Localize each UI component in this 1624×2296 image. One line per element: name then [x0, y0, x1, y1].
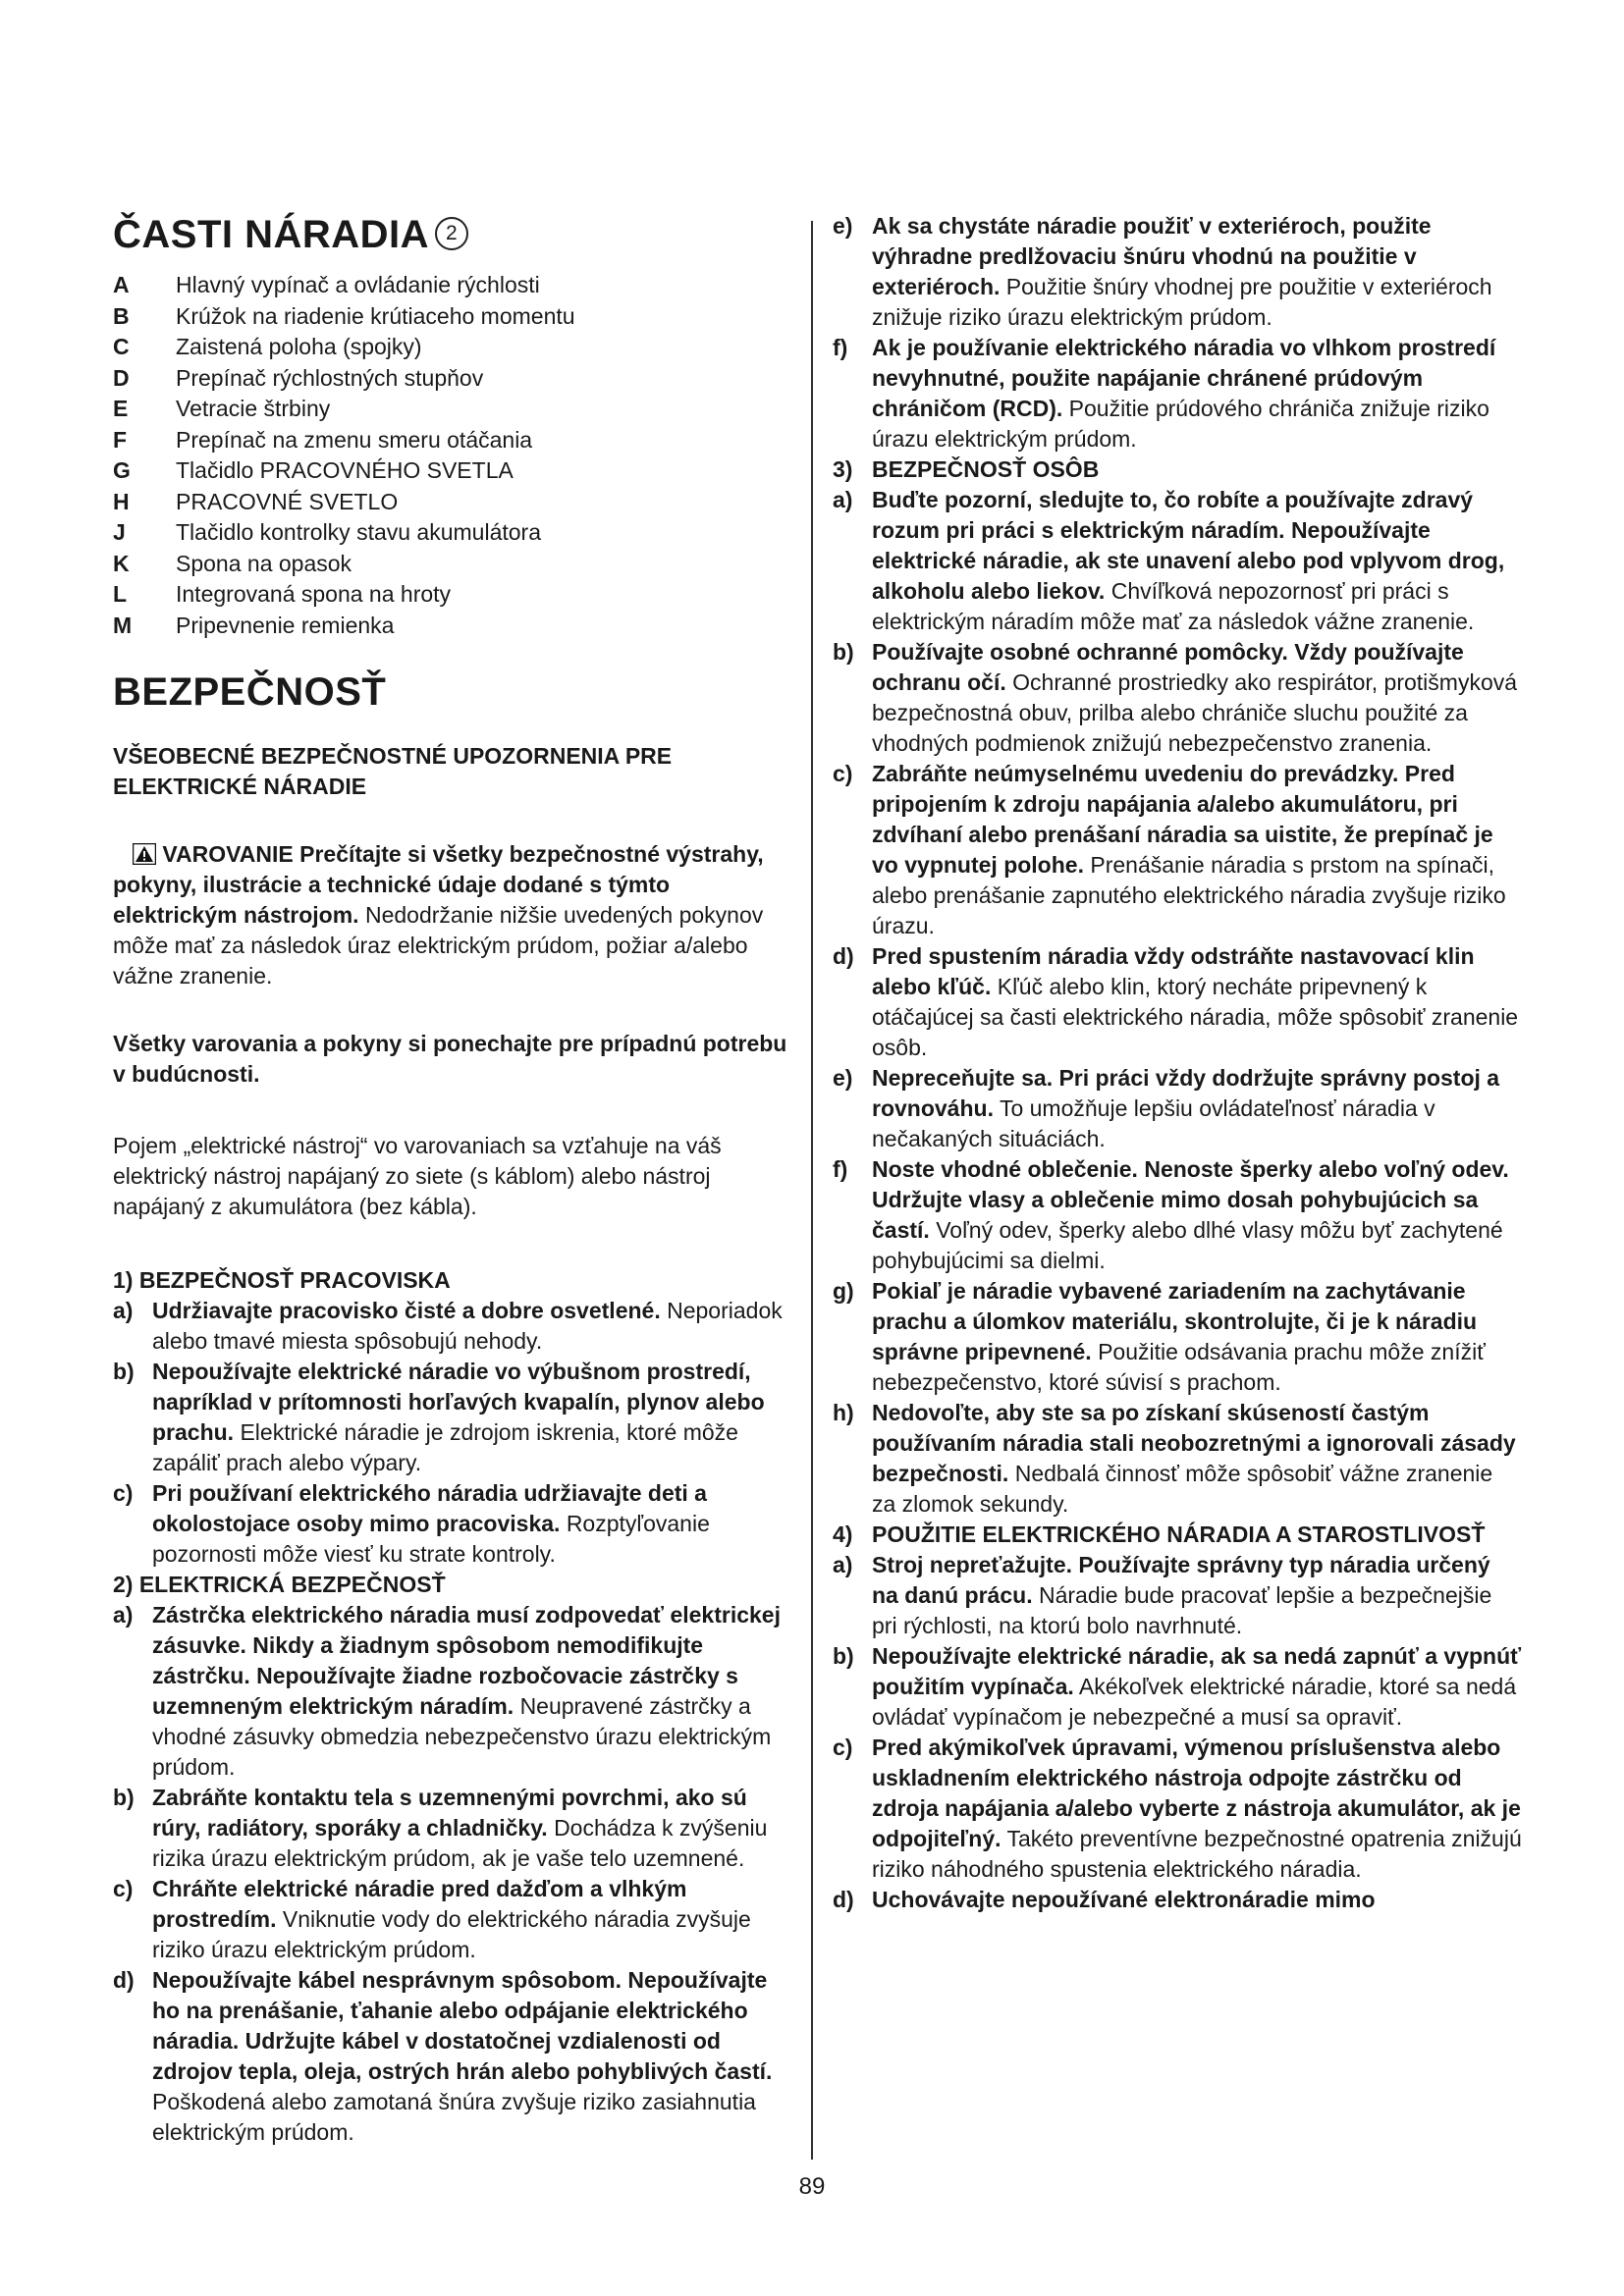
safety-item: [113, 1478, 790, 1570]
part-item: [113, 455, 790, 487]
part-key: K: [113, 550, 130, 576]
item-bold: Buďte pozorní, sledujte to, čo robíte a používajte zdravý rozum pri práci s elektrickým náradím. Nepoužívajte elektrické náradie, ak ste unavení alebo pod vplyvom drog, alkoholu alebo liekov.: [872, 487, 1505, 604]
part-label: Zaistená poloha (spojky): [176, 334, 422, 359]
item-label: d): [113, 1967, 135, 1993]
item-normal: Použitie šnúry vhodnej pre použitie v exteriéroch znižuje riziko úrazu elektrickým prúdom.: [872, 274, 1492, 330]
item-label: d): [833, 1887, 854, 1912]
item-text: [152, 1296, 790, 1357]
safety-item: [833, 211, 1522, 333]
item-normal: Ochranné prostriedky ako respirátor, protišmyková bezpečnostná obuv, prilba alebo chrániče sluchu použité za vhodných podmienok znižujú nebezpečenstvo zranenia.: [872, 669, 1518, 756]
item-bold: Nepoužívajte elektrické náradie vo výbušnom prostredí, napríklad v prítomnosti horľavých kvapalín, plynov alebo prachu.: [152, 1359, 765, 1445]
left-column: [113, 211, 790, 2148]
part-key: D: [113, 364, 130, 391]
part-key: G: [113, 457, 131, 483]
item-label: h): [833, 1400, 854, 1425]
item-normal: Dochádza k zvýšeniu rizika úrazu elektrickým prúdom, ak je vaše telo uzemnené.: [152, 1815, 768, 1871]
keep-notice: Všetky varovania a pokyny si ponechajte pre prípadnú potrebu v budúcnosti.: [113, 1031, 787, 1087]
item-label: b): [113, 1785, 135, 1810]
item-normal: Prenášanie náradia s prstom na spínači, alebo prenášanie zapnutého elektrického náradia zvyšuje riziko úrazu.: [872, 852, 1506, 938]
item-label: c): [113, 1480, 134, 1506]
item-label: d): [833, 943, 854, 969]
figure-ref-badge: 2: [435, 217, 468, 250]
item-bold: Udržiavajte pracovisko čisté a dobre osvetlené.: [152, 1298, 661, 1323]
item-label: e): [833, 1065, 853, 1091]
item-normal: To umožňuje lepšiu ovládateľnosť náradia v nečakaných situáciách.: [872, 1095, 1435, 1151]
item-normal: Voľný odev, šperky alebo dlhé vlasy môžu byť zachytené pohybujúcimi sa dielmi.: [872, 1217, 1503, 1273]
safety-item: [833, 759, 1522, 941]
item-normal: Kľúč alebo klin, ktorý necháte pripevnený k otáčajúcej sa časti elektrického náradia, môže spôsobiť zranenie osôb.: [872, 974, 1519, 1060]
part-key: C: [113, 334, 130, 359]
item-text: [872, 1550, 1522, 1641]
item-normal: Vniknutie vody do elektrického náradia zvyšuje riziko úrazu elektrickým prúdom.: [152, 1906, 751, 1962]
page-number: 89: [798, 2173, 826, 2200]
part-key: J: [113, 519, 126, 545]
item-bold: Chráňte elektrické náradie pred dažďom a vlhkým prostredím.: [152, 1876, 687, 1932]
item-bold: Ak je používanie elektrického náradia vo vlhkom prostredí nevyhnutné, použite napájanie chránené prúdovým chráničom (RCD).: [872, 335, 1496, 421]
item-bold: Zabráňte neúmyselnému uvedeniu do prevádzky. Pred pripojením k zdroju napájania a/alebo akumulátoru, pri zdvíhaní alebo prenášaní náradia sa uistite, že prepínač je vo vypnutej polohe.: [872, 761, 1493, 878]
item-normal: Neporiadok alebo tmavé miesta spôsobujú nehody.: [152, 1298, 783, 1354]
item-label: f): [833, 335, 848, 360]
item-normal: Rozptyľovanie pozornosti môže viesť ku strate kontroly.: [152, 1511, 710, 1567]
part-label: Pripevnenie remienka: [176, 612, 395, 638]
part-label: Vetracie štrbiny: [176, 396, 331, 421]
item-bold: Nepoužívajte elektrické náradie, ak sa nedá zapnúť a vypnúť použitím vypínača.: [872, 1643, 1522, 1699]
part-item: [113, 363, 790, 395]
item-bold: Používajte osobné ochranné pomôcky. Vždy používajte ochranu očí.: [872, 639, 1464, 695]
safety-item: [833, 1154, 1522, 1276]
safety-item: [833, 485, 1522, 637]
item-text: [872, 637, 1522, 759]
section1-title: 1) BEZPEČNOSŤ PRACOVISKA: [113, 1267, 451, 1293]
part-label: Prepínač rýchlostných stupňov: [176, 364, 484, 391]
item-label: a): [833, 1552, 853, 1577]
section4-title: 4) POUŽITIE ELEKTRICKÉHO NÁRADIA A STAROSTLIVOSŤ: [833, 1522, 1486, 1547]
item-normal: Použitie prúdového chrániča znižuje riziko úrazu elektrickým prúdom.: [872, 396, 1489, 452]
item-bold: Zástrčka elektrického náradia musí zodpovedať elektrickej zásuvke. Nikdy a žiadnym spôsobom nemodifikujte zástrčku. Nepoužívajte žiadne rozbočovacie zástrčky s uzemneným elektrickým náradím.: [152, 1602, 781, 1719]
parts-heading: ČASTI NÁRADIA 2: [113, 211, 790, 258]
item-bold: Stroj nepreťažujte. Používajte správny typ náradia určený na danú prácu.: [872, 1552, 1490, 1608]
item-text: [872, 1276, 1522, 1398]
part-label: Hlavný vypínač a ovládanie rýchlosti: [176, 272, 540, 297]
item-text: [152, 1600, 790, 1783]
part-label: Krúžok na riadenie krútiaceho momentu: [176, 302, 575, 329]
item-bold: Nedovoľte, aby ste sa po získaní skúseností častým používaním náradia stali neobozretnými a ignorovali zásady bezpečnosti.: [872, 1400, 1516, 1486]
right-column: [833, 211, 1522, 1915]
item-bold: Nepoužívajte kábel nesprávnym spôsobom. Nepoužívajte ho na prenášanie, ťahanie alebo odpájanie elektrického náradia. Udržujte kábel v dostatočnej vzdialenosti od zdrojov tepla, oleja, ostrých hrán alebo pohyblivých častí.: [152, 1967, 773, 2084]
safety-item: [833, 333, 1522, 454]
part-label: Tlačidlo PRACOVNÉHO SVETLA: [176, 457, 514, 483]
part-item: [113, 425, 790, 456]
item-label: c): [833, 1735, 853, 1760]
item-text: [152, 1357, 790, 1478]
item-label: b): [833, 1643, 854, 1669]
item-text: [872, 485, 1522, 637]
part-key: L: [113, 581, 128, 607]
safety-item: [833, 1063, 1522, 1154]
warning-paragraph: [113, 839, 790, 991]
part-key: A: [113, 272, 130, 297]
item-normal: Akékoľvek elektrické náradie, ktoré sa nedá ovládať vypínačom je nebezpečné a musí sa opraviť.: [872, 1674, 1517, 1730]
item-normal: Chvíľková nepozornosť pri práci s elektrickým náradím môže mať za následok vážne zranenie.: [872, 578, 1475, 634]
part-label: Tlačidlo kontrolky stavu akumulátora: [176, 519, 541, 545]
item-label: f): [833, 1156, 848, 1182]
part-item: [113, 487, 790, 518]
item-normal: Náradie bude pracovať lepšie a bezpečnejšie pri rýchlosti, na ktorú bolo navrhnuté.: [872, 1582, 1492, 1638]
part-key: B: [113, 302, 130, 329]
item-bold: Zabráňte kontaktu tela s uzemnenými povrchmi, ako sú rúry, radiátory, sporáky a chladničky.: [152, 1785, 747, 1841]
safety-item: [833, 1885, 1522, 1915]
item-bold: Pri používaní elektrického náradia udržiavajte deti a okolostojace osoby mimo pracoviska.: [152, 1480, 707, 1536]
item-bold: Uchovávajte nepoužívané elektronáradie mimo: [872, 1887, 1376, 1912]
item-bold: Pred spustením náradia vždy odstráňte nastavovací klin alebo kľúč.: [872, 943, 1475, 999]
item-text: [872, 759, 1522, 941]
safety-item: [113, 1357, 790, 1478]
safety-item: [113, 1296, 790, 1357]
section3-title: 3) BEZPEČNOSŤ OSÔB: [833, 456, 1100, 482]
item-label: a): [113, 1602, 134, 1628]
safety-item: [833, 1641, 1522, 1733]
item-text: [872, 1885, 1522, 1915]
item-normal: Použitie odsávania prachu môže znížiť nebezpečenstvo, ktoré súvisí s prachom.: [872, 1339, 1486, 1395]
section2-continued-list: [833, 211, 1522, 454]
safety-item: [113, 1783, 790, 1874]
safety-item: [833, 1398, 1522, 1520]
part-item: [113, 611, 790, 642]
item-label: g): [833, 1278, 854, 1304]
safety-item: [113, 1965, 790, 2148]
part-key: E: [113, 396, 129, 421]
part-item: [113, 579, 790, 611]
item-normal: Elektrické náradie je zdrojom iskrenia, ktoré môže zapáliť prach alebo výpary.: [152, 1419, 738, 1475]
section3-list: [833, 485, 1522, 1520]
item-text: [872, 1154, 1522, 1276]
item-label: a): [833, 487, 853, 512]
item-label: a): [113, 1298, 134, 1323]
warning-icon: [133, 843, 156, 865]
part-item: [113, 517, 790, 549]
item-label: b): [113, 1359, 135, 1384]
part-key: F: [113, 426, 128, 453]
item-text: [872, 1641, 1522, 1733]
item-text: [872, 1063, 1522, 1154]
part-item: [113, 332, 790, 363]
item-text: [872, 1733, 1522, 1885]
item-bold: Pred akýmikoľvek úpravami, výmenou príslušenstva alebo uskladnením elektrického nástroja odpojte zástrčku od zdroja napájania a/alebo vyberte z nástroja akumulátor, ak je odpojiteľný.: [872, 1735, 1521, 1851]
safety-item: [833, 1733, 1522, 1885]
safety-item: [833, 941, 1522, 1063]
item-text: [152, 1874, 790, 1965]
item-bold: Nepreceňujte sa. Pri práci vždy dodržujte správny postoj a rovnováhu.: [872, 1065, 1500, 1121]
item-bold: Noste vhodné oblečenie. Nenoste šperky alebo voľný odev. Udržujte vlasy a oblečenie mimo dosah pohybujúcich sa častí.: [872, 1156, 1509, 1243]
section4-list: [833, 1550, 1522, 1915]
part-item: [113, 394, 790, 425]
safety-heading: BEZPEČNOSŤ: [113, 670, 387, 714]
item-label: c): [113, 1876, 134, 1901]
item-label: c): [833, 761, 853, 786]
item-normal: Nedbalá činnosť môže spôsobiť vážne zranenie za zlomok sekundy.: [872, 1461, 1493, 1517]
safety-item: [833, 637, 1522, 759]
item-bold: Ak sa chystáte náradie použiť v exteriéroch, použite výhradne predlžovaciu šnúru vhodnú na použitie v exteriéroch.: [872, 213, 1432, 299]
item-normal: Takéto preventívne bezpečnostné opatrenia znižujú riziko náhodného spustenia elektrického náradia.: [872, 1826, 1522, 1882]
parts-list: [113, 270, 790, 641]
part-label: Spona na opasok: [176, 550, 352, 576]
safety-subheading: VŠEOBECNÉ BEZPEČNOSTNÉ UPOZORNENIA PRE ELEKTRICKÉ NÁRADIE: [113, 743, 673, 799]
section1-list: [113, 1296, 790, 1570]
part-label: PRACOVNÉ SVETLO: [176, 488, 399, 514]
item-text: [152, 1783, 790, 1874]
part-key: M: [113, 612, 133, 638]
part-label: Integrovaná spona na hroty: [176, 581, 452, 607]
item-normal: Neupravené zástrčky a vhodné zásuvky obmedzia nebezpečenstvo úrazu elektrickým prúdom.: [152, 1693, 772, 1780]
item-label: b): [833, 639, 854, 665]
part-item: [113, 270, 790, 301]
item-text: [872, 1398, 1522, 1520]
item-label: e): [833, 213, 853, 239]
safety-item: [833, 1276, 1522, 1398]
safety-item: [113, 1874, 790, 1965]
item-text: [872, 333, 1522, 454]
item-text: [872, 941, 1522, 1063]
part-item: [113, 301, 790, 333]
safety-item: [833, 1550, 1522, 1641]
item-bold: Pokiaľ je náradie vybavené zariadením na zachytávanie prachu a úlomkov materiálu, skontrolujte, či je k náradiu správne pripevnené.: [872, 1278, 1478, 1364]
warning-normal: Nedodržanie nižšie uvedených pokynov môže mať za následok úraz elektrickým prúdom, požiar a/alebo vážne zranenie.: [113, 902, 764, 988]
item-text: [872, 211, 1522, 333]
column-divider: [811, 221, 813, 2160]
part-item: [113, 549, 790, 580]
part-label: Prepínač na zmenu smeru otáčania: [176, 426, 533, 453]
safety-item: [113, 1600, 790, 1783]
warning-bold: VAROVANIE Prečítajte si všetky bezpečnostné výstrahy, pokyny, ilustrácie a technické údaje dodané s týmto elektrickým nástrojom.: [113, 841, 764, 928]
item-normal: Poškodená alebo zamotaná šnúra zvyšuje riziko zasiahnutia elektrickým prúdom.: [152, 2089, 756, 2145]
term-definition: Pojem „elektrické nástroj“ vo varovaniach sa vzťahuje na váš elektrický nástroj napájaný zo siete (s káblom) alebo nástroj napájaný z akumulátora (bez kábla).: [113, 1133, 722, 1219]
part-key: H: [113, 488, 130, 514]
section2-title: 2) ELEKTRICKÁ BEZPEČNOSŤ: [113, 1572, 446, 1597]
item-text: [152, 1478, 790, 1570]
item-text: [152, 1965, 790, 2148]
section2-list: [113, 1600, 790, 2148]
